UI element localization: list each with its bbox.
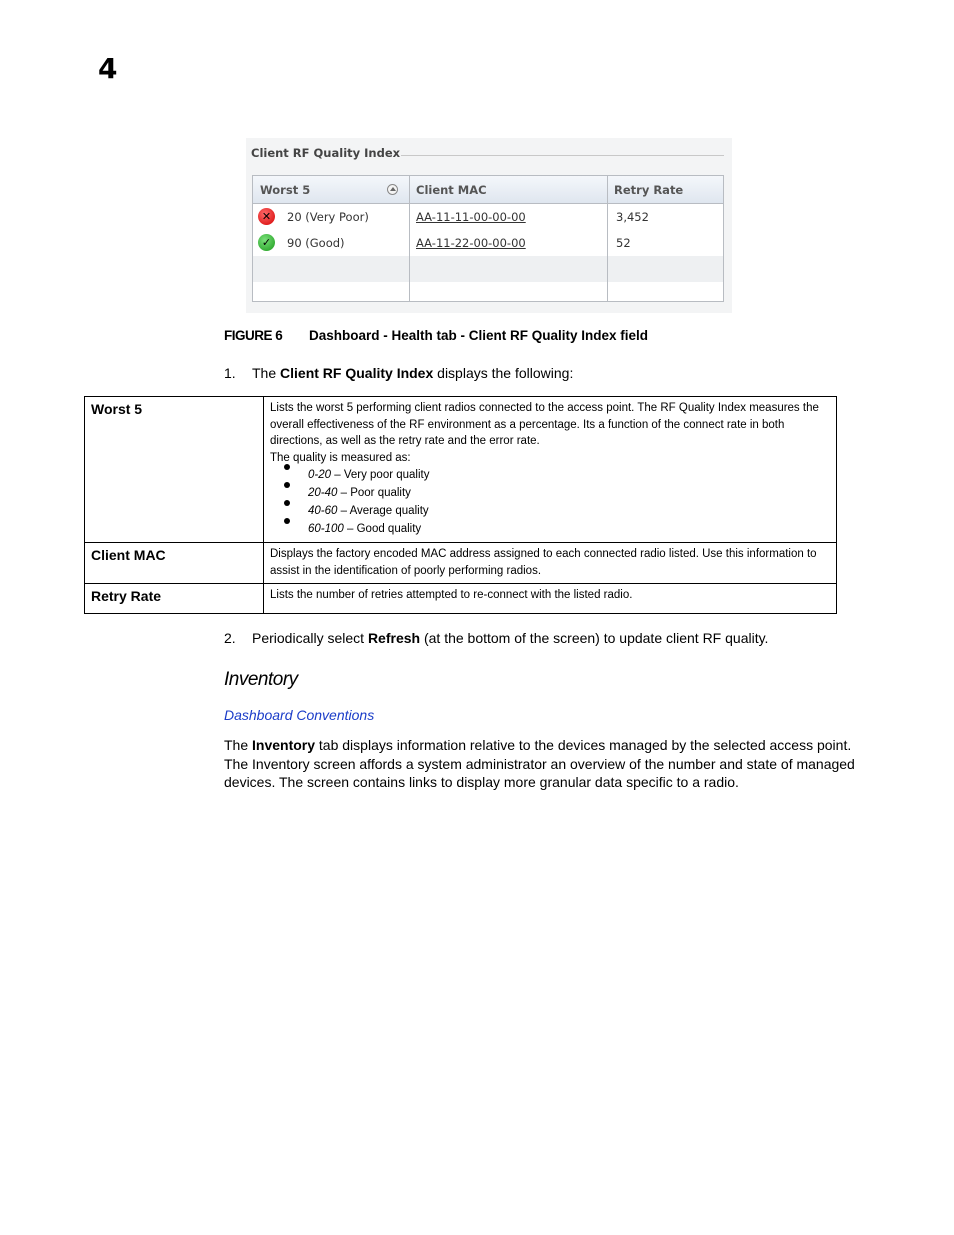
column-divider	[607, 176, 608, 301]
figure-caption	[224, 328, 649, 343]
description-text: Lists the worst 5 performing client radios connected to the access point. The RF Quality Index measures the overall effectiveness of the RF environment as a percentage. Its a function of the connect rate in both directions, as well as the retry rate and the error rate.	[270, 402, 819, 447]
field-term: Worst 5	[85, 397, 264, 543]
range-label: – Very poor quality	[331, 469, 430, 481]
cross-reference-link[interactable]: Dashboard Conventions	[224, 707, 375, 723]
field-description: Lists the number of retries attempted to re-connect with the listed radio.	[264, 584, 837, 614]
list-item	[308, 466, 830, 484]
range-value: 60-100	[308, 523, 344, 535]
grid-row-empty	[253, 256, 723, 282]
grid-header	[253, 176, 723, 204]
figure-caption-text: Dashboard - Health tab - Client RF Quality Index field	[309, 328, 649, 343]
retry-rate-value: 52	[616, 236, 631, 250]
range-value: 40-60	[308, 505, 338, 517]
rf-quality-grid	[252, 175, 724, 302]
client-mac-link[interactable]: AA-11-22-00-00-00	[416, 236, 526, 250]
client-mac-link[interactable]: AA-11-11-00-00-00	[416, 210, 526, 224]
field-description	[264, 397, 837, 543]
panel-title-rule	[401, 155, 724, 156]
column-header-client-mac[interactable]: Client MAC	[416, 183, 487, 197]
table-row	[85, 584, 837, 614]
grid-row-empty	[253, 282, 723, 301]
sort-ascending-icon[interactable]	[387, 184, 398, 195]
field-definition-table	[84, 396, 837, 614]
retry-rate-value: 3,452	[616, 210, 649, 224]
column-header-worst5[interactable]: Worst 5	[260, 183, 311, 197]
grid-row	[253, 230, 723, 256]
quality-value: 20 (Very Poor)	[287, 210, 369, 224]
paragraph-ui-term: Inventory	[252, 737, 316, 753]
table-row	[85, 397, 837, 543]
step-ui-term: Refresh	[367, 630, 421, 646]
client-rf-quality-panel	[246, 138, 732, 313]
step-text: Periodically select	[252, 630, 368, 646]
step-number: 1.	[224, 365, 236, 381]
field-term: Client MAC	[85, 543, 264, 584]
section-heading: Inventory	[224, 669, 298, 690]
range-label: – Poor quality	[337, 487, 411, 499]
range-label: – Average quality	[337, 505, 429, 517]
step-ui-term: Client RF Quality Index	[280, 365, 434, 381]
error-x-icon: ✕	[258, 208, 275, 225]
step-text: displays the following:	[433, 365, 574, 381]
step-text: (at the bottom of the screen) to update client RF quality.	[420, 630, 769, 646]
column-header-retry-rate[interactable]: Retry Rate	[614, 183, 684, 197]
list-item	[308, 502, 830, 520]
range-value: 20-40	[308, 487, 338, 499]
figure-label: FIGURE 6	[224, 328, 283, 343]
step-number: 2.	[224, 630, 236, 646]
field-term: Retry Rate	[85, 584, 264, 614]
step-2	[224, 630, 768, 646]
check-icon: ✓	[258, 234, 275, 251]
table-row	[85, 543, 837, 584]
column-divider	[409, 176, 410, 301]
field-description: Displays the factory encoded MAC address assigned to each connected radio listed. Use this information to assist in the identification of poorly performing radios.	[264, 543, 837, 584]
chapter-number: 4	[98, 52, 118, 85]
list-item	[308, 520, 830, 538]
step-text: The	[252, 365, 281, 381]
list-item	[308, 484, 830, 502]
paragraph-text: The	[224, 737, 253, 753]
quality-value: 90 (Good)	[287, 236, 345, 250]
grid-row	[253, 204, 723, 230]
panel-title: Client RF Quality Index	[251, 146, 401, 160]
range-value: 0-20	[308, 469, 332, 481]
description-text: The quality is measured as:	[270, 451, 411, 464]
body-paragraph	[224, 736, 874, 792]
range-label: – Good quality	[343, 523, 422, 535]
quality-range-list	[270, 466, 830, 538]
step-1	[224, 365, 573, 381]
paragraph-text: tab displays information relative to the devices managed by the selected access point. The Inventory screen affords a system administrator an overview of the number and state of managed devices. The screen contains links to display more granular data specific to a radio.	[224, 737, 855, 790]
